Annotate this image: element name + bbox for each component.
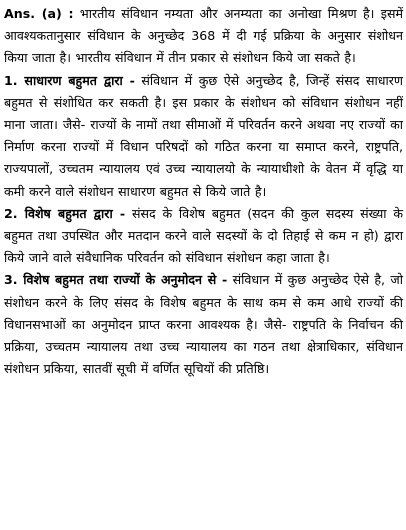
method-1-paragraph [4, 70, 403, 203]
method-1-heading: 1. साधारण बहुमत द्वारा - [4, 72, 135, 88]
method-3-paragraph [4, 269, 403, 380]
answer-intro-paragraph [4, 3, 403, 70]
answer-intro-text: भारतीय संविधान नम्यता और अनम्यता का अनोखा मिश्रण है। इसमें आवश्यकतानुसार संविधान के अनुच्छेद 368 में दी गई प्रक्रिया के अनुसार संशोधन किया जाता है। भारतीय संविधान में तीन प्रकार से संशोधन किये जा सकते है। [4, 6, 403, 66]
method-1-text: संविधान में कुछ ऐसे अनुच्छेद है, जिन्हें संसद साधारण बहुमत से संशोधित कर सकती है। इस प्रकार के संशोधन को संविधान संशोधन नहीं माना जाता। जैसे- राज्यों के नामों तथा सीमाओं में परिवर्तन करने अथवा नए राज्यों का निर्माण करना राज्यों में विधान परिषदों को गठित करना या समाप्त करने, राष्ट्रपति, राज्यपालों, उच्चतम न्यायालय एवं उच्च न्यायालयो के न्यायाधीशो के वेतन में वृद्धि या कमी करने वाले संशोधन साधारण बहुमत से किये जाते है। [4, 72, 403, 199]
method-2-heading: 2. विशेष बहुमत द्वारा - [4, 205, 126, 221]
answer-label: Ans. (a) : [4, 6, 74, 21]
method-3-heading: 3. विशेष बहुमत तथा राज्यों के अनुमोदन से - [4, 272, 228, 288]
method-2-paragraph [4, 203, 403, 270]
method-2-text: संसद के विशेष बहुमत (सदन की कुल सदस्य संख्या के बहुमत तथा उपस्थित और मतदान करने वाले सदस्यों के दो तिहाई से कम न हो) द्वारा किये जाने वाले संवैधानिक परिवर्तन को संविधान संशोधन कहा जाता है। [4, 205, 403, 266]
method-3-text: संविधान में कुछ अनुच्छेद ऐसे है, जो संशोधन करने के लिए संसद के विशेष बहुमत के साथ कम से कम आधे राज्यों की विधानसभाओं का अनुमोदन प्राप्त करना आवश्यक है। जैसे- राष्ट्रपति के निर्वाचन की प्रक्रिया, उच्चतम न्यायालय तथा उच्च न्यायालय का गठन तथा क्षेत्राधिकार, संविधान संशोधन प्रकिया, सातवीं सूची में वर्णित सूचियों की प्रतिष्ठि। [4, 272, 403, 377]
